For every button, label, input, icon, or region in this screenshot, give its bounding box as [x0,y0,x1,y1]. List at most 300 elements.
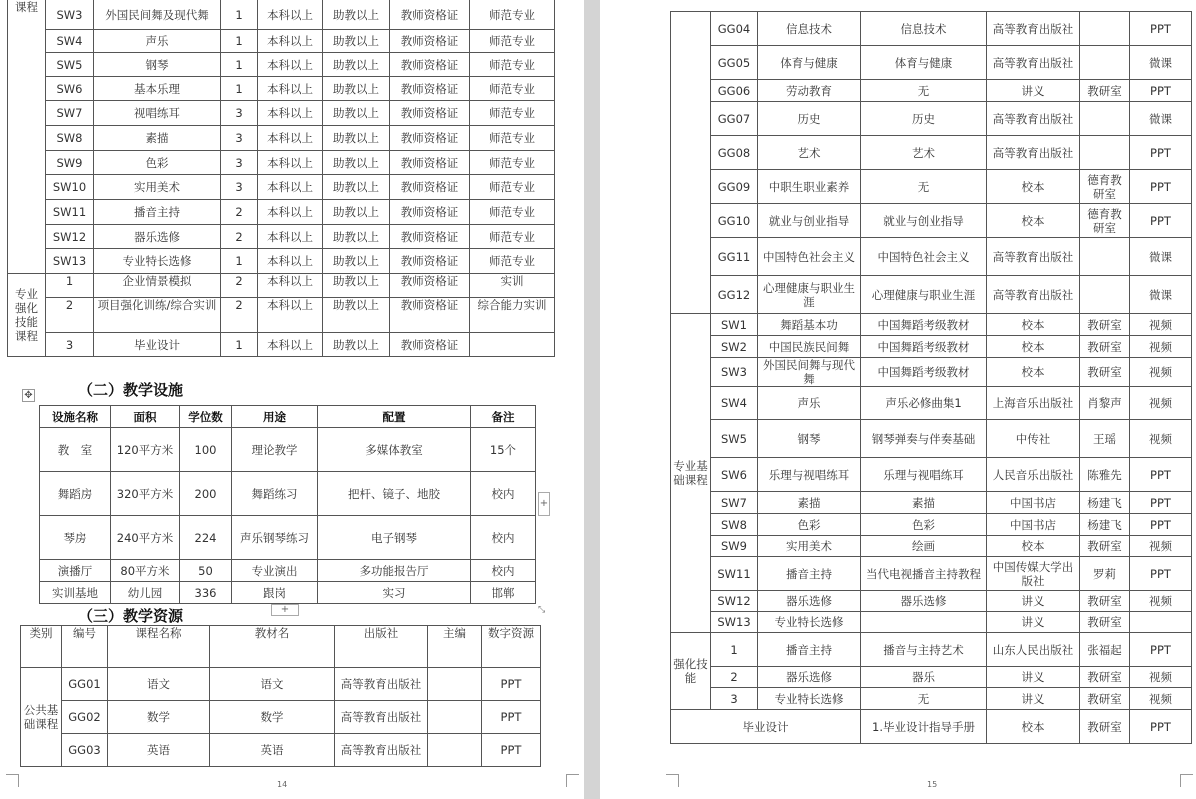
column-header: 数字资源 [482,626,541,668]
table-row [8,298,555,333]
cell-cert: 教师资格证 [390,298,470,333]
table-cell: 中国书店 [987,514,1080,536]
table-row [671,557,1192,591]
table-row [671,80,1192,102]
table-cell: 专业演出 [232,560,318,582]
cell-cert: 教师资格证 [390,225,470,249]
table-cell: 教研室 [1080,358,1130,387]
cell-major [470,333,555,357]
table-cell: GG08 [711,136,758,170]
table-row [40,472,536,516]
graduation-design-label: 毕业设计 [671,710,861,744]
table-resize-handle[interactable]: ⤡ [538,605,546,615]
table-cell: 高等教育出版社 [987,238,1080,276]
table-cell: 校本 [987,204,1080,238]
table-cell: 讲义 [987,612,1080,633]
table-cell [428,734,482,767]
table-cell: 224 [180,516,232,560]
table-cell: 1 [711,633,758,667]
cell-major: 师范专业 [470,200,555,225]
table-cell: 陈雅先 [1080,458,1130,492]
table-cell: 教研室 [1080,667,1130,688]
table-cell: 中国书店 [987,492,1080,514]
cell-major: 师范专业 [470,0,555,30]
table-cell [1080,238,1130,276]
cell-count: 1 [221,53,258,77]
teaching-resources-table [20,625,541,767]
table-cell: 校本 [987,314,1080,336]
table-cell: 声乐钢琴练习 [232,516,318,560]
cell-edu: 本科以上 [258,225,323,249]
table-cell: 语文 [108,668,210,701]
table-cell: 心理健康与职业生涯 [758,276,861,314]
column-header: 用途 [232,406,318,428]
table-cell: 实习 [318,582,471,604]
table-cell: SW4 [711,387,758,420]
cell-title: 助教以上 [323,274,390,298]
crop-mark [6,774,19,787]
crop-mark [566,774,579,787]
table-cell: 中传社 [987,420,1080,458]
crop-mark [666,774,679,787]
cell-count: 3 [221,151,258,175]
add-column-button[interactable]: + [538,492,550,516]
table-cell: 高等教育出版社 [987,102,1080,136]
cell-code: 2 [46,298,94,333]
table-cell: SW13 [711,612,758,633]
category-cell: 专业基础课程 [671,314,711,633]
table-row [671,710,1192,744]
table-cell [1080,136,1130,170]
section-heading-resources: （三）教学资源 [78,607,184,625]
table-row [40,560,536,582]
table-row [671,492,1192,514]
table-cell: 跟岗 [232,582,318,604]
table-cell: 视频 [1130,336,1192,358]
table-cell: 多功能报告厅 [318,560,471,582]
table-cell: 320平方米 [111,472,180,516]
table-row [8,53,555,77]
section-heading-facilities: （二）教学设施 [78,381,184,399]
table-cell: 数学 [210,701,335,734]
table-row [671,204,1192,238]
table-cell [1130,612,1192,633]
table-cell [1080,102,1130,136]
cell-major: 师范专业 [470,101,555,126]
table-cell: 播音与主持艺术 [861,633,987,667]
cell-code: SW9 [46,151,94,175]
table-cell: 英语 [108,734,210,767]
cell-major: 师范专业 [470,77,555,101]
table-cell: 色彩 [758,514,861,536]
table-cell: 乐理与视唱练耳 [861,458,987,492]
cell-edu: 本科以上 [258,298,323,333]
table-row [671,633,1192,667]
table-cell: 100 [180,428,232,472]
table-cell: 罗莉 [1080,557,1130,591]
table-cell [428,668,482,701]
table-cell: 实训基地 [40,582,111,604]
table-cell: 劳动教育 [758,80,861,102]
table-cell: 高等教育出版社 [335,701,428,734]
cell-count: 2 [221,274,258,298]
table-cell: 校内 [471,472,536,516]
cell-count: 3 [221,101,258,126]
table-cell: 讲义 [987,80,1080,102]
table-cell: 50 [180,560,232,582]
table-cell: 心理健康与职业生涯 [861,276,987,314]
cell-count: 1 [221,249,258,274]
cell-count: 1 [221,77,258,101]
table-row [8,101,555,126]
table-cell: 体育与健康 [758,46,861,80]
table-cell: 器乐选修 [758,591,861,612]
cell-cert: 教师资格证 [390,101,470,126]
table-cell: PPT [1130,633,1192,667]
facilities-table [39,405,536,604]
table-row [671,136,1192,170]
page-gutter [584,0,600,799]
table-row [671,514,1192,536]
table-row [671,170,1192,204]
table-cell: SW6 [711,458,758,492]
cell-name: 播音主持 [94,200,221,225]
table-row [671,387,1192,420]
table-cell: 张福起 [1080,633,1130,667]
cell-cert: 教师资格证 [390,53,470,77]
cell-count: 3 [221,126,258,151]
table-cell [428,701,482,734]
table-cell: 艺术 [861,136,987,170]
add-row-button[interactable]: + [271,604,299,616]
table-cell: 视频 [1130,420,1192,458]
table-cell: 教研室 [1080,314,1130,336]
cell-title: 助教以上 [323,53,390,77]
table-row [671,358,1192,387]
table-cell: 1.毕业设计指导手册 [861,710,987,744]
table-cell: 中国特色社会主义 [861,238,987,276]
table-row [8,0,555,30]
table-cell: 器乐 [861,667,987,688]
table-row [671,238,1192,276]
cell-count: 2 [221,200,258,225]
column-header: 设施名称 [40,406,111,428]
table-cell: 体育与健康 [861,46,987,80]
cell-major: 师范专业 [470,151,555,175]
teacher-requirements-table [7,0,555,357]
table-cell: 高等教育出版社 [987,12,1080,46]
table-cell: 微课 [1130,276,1192,314]
cell-title: 助教以上 [323,77,390,101]
table-cell: 校内 [471,560,536,582]
table-cell: 乐理与视唱练耳 [758,458,861,492]
cell-major: 师范专业 [470,126,555,151]
cell-edu: 本科以上 [258,126,323,151]
category-cell: 强化技能 [671,633,711,710]
cell-cert: 教师资格证 [390,77,470,101]
table-row [671,276,1192,314]
table-cell: 教研室 [1080,80,1130,102]
table-row [21,668,541,701]
cell-count: 3 [221,175,258,200]
cell-name: 外国民间舞及现代舞 [94,0,221,30]
table-row [40,516,536,560]
table-cell: 绘画 [861,536,987,557]
table-row [671,314,1192,336]
table-cell: PPT [1130,492,1192,514]
table-cell: 舞蹈房 [40,472,111,516]
table-row [671,591,1192,612]
table-cell: 山东人民出版社 [987,633,1080,667]
table-cell: 教研室 [1080,336,1130,358]
category-cell: 公共基础课程 [21,668,62,767]
table-row [40,582,536,604]
column-header: 出版社 [335,626,428,668]
table-cell: 高等教育出版社 [987,46,1080,80]
table-cell: 中国传媒大学出版社 [987,557,1080,591]
table-cell: 艺术 [758,136,861,170]
cell-edu: 本科以上 [258,249,323,274]
cell-code: SW11 [46,200,94,225]
column-header: 教材名 [210,626,335,668]
table-cell: 15个 [471,428,536,472]
cell-count: 1 [221,30,258,53]
table-cell: 视频 [1130,667,1192,688]
table-cell: GG11 [711,238,758,276]
table-cell: 琴房 [40,516,111,560]
cell-major: 师范专业 [470,175,555,200]
cell-title: 助教以上 [323,298,390,333]
table-cell: GG02 [62,701,108,734]
table-cell: 钢琴弹奏与伴奏基础 [861,420,987,458]
table-row [8,30,555,53]
cell-major: 师范专业 [470,249,555,274]
cell-code: 3 [46,333,94,357]
table-cell: 视频 [1130,358,1192,387]
table-row [671,536,1192,557]
table-cell: 教研室 [1080,688,1130,710]
table-cell: 肖黎声 [1080,387,1130,420]
table-cell: GG05 [711,46,758,80]
table-row [671,612,1192,633]
cell-count: 2 [221,225,258,249]
table-cell: PPT [1130,170,1192,204]
cell-edu: 本科以上 [258,101,323,126]
table-cell: 数学 [108,701,210,734]
cell-count: 2 [221,298,258,333]
table-cell: 色彩 [861,514,987,536]
cell-cert: 教师资格证 [390,126,470,151]
document-page-left [0,0,584,799]
cell-title: 助教以上 [323,200,390,225]
table-cell: 微课 [1130,238,1192,276]
table-cell: 德育教研室 [1080,170,1130,204]
table-row [8,333,555,357]
table-cell: 声乐 [758,387,861,420]
table-row [8,274,555,298]
table-cell: GG09 [711,170,758,204]
table-cell: SW5 [711,420,758,458]
table-cell: PPT [1130,557,1192,591]
table-cell: 历史 [758,102,861,136]
cell-edu: 本科以上 [258,274,323,298]
table-cell: 素描 [861,492,987,514]
table-cell: 校内 [471,516,536,560]
table-cell: 中国舞蹈考级教材 [861,358,987,387]
table-cell: PPT [1130,12,1192,46]
cell-title: 助教以上 [323,333,390,357]
column-header: 主编 [428,626,482,668]
cell-code: SW8 [46,126,94,151]
cell-count: 1 [221,333,258,357]
table-move-handle[interactable]: ✥ [22,389,35,402]
cell-code: 1 [46,274,94,298]
table-cell: 当代电视播音主持教程 [861,557,987,591]
cell-title: 助教以上 [323,0,390,30]
cell-edu: 本科以上 [258,77,323,101]
table-cell: 80平方米 [111,560,180,582]
table-row [8,77,555,101]
cell-cert: 教师资格证 [390,274,470,298]
column-header: 学位数 [180,406,232,428]
table-cell: 多媒体教室 [318,428,471,472]
table-cell: 中国特色社会主义 [758,238,861,276]
table-cell: SW2 [711,336,758,358]
table-cell: 器乐选修 [758,667,861,688]
table-cell: 教研室 [1080,612,1130,633]
table-cell: 中职生职业素养 [758,170,861,204]
table-cell: GG04 [711,12,758,46]
column-header: 面积 [111,406,180,428]
table-cell: PPT [1130,204,1192,238]
cell-title: 助教以上 [323,126,390,151]
cell-edu: 本科以上 [258,30,323,53]
table-cell: 2 [711,667,758,688]
cell-name: 毕业设计 [94,333,221,357]
table-cell: 240平方米 [111,516,180,560]
table-row [671,420,1192,458]
column-header: 配置 [318,406,471,428]
table-cell: 讲义 [987,688,1080,710]
teaching-resources-table-continued [670,11,1192,744]
table-cell: 视频 [1130,536,1192,557]
table-row [8,225,555,249]
table-cell: 上海音乐出版社 [987,387,1080,420]
cell-code: SW3 [46,0,94,30]
table-cell [1080,276,1130,314]
table-cell: SW9 [711,536,758,557]
table-cell: 就业与创业指导 [861,204,987,238]
table-row [671,667,1192,688]
table-cell: 就业与创业指导 [758,204,861,238]
cell-edu: 本科以上 [258,333,323,357]
table-cell: 杨建飞 [1080,514,1130,536]
table-row [21,734,541,767]
table-cell [1080,12,1130,46]
cell-edu: 本科以上 [258,151,323,175]
cell-major: 综合能力实训 [470,298,555,333]
cell-code: SW6 [46,77,94,101]
table-cell: 把杆、镜子、地胶 [318,472,471,516]
table-cell: 高等教育出版社 [987,136,1080,170]
table-cell: GG10 [711,204,758,238]
table-cell: 教研室 [1080,710,1130,744]
table-cell: 素描 [758,492,861,514]
table-cell: PPT [482,701,541,734]
cell-name: 视唱练耳 [94,101,221,126]
table-cell: 高等教育出版社 [335,668,428,701]
cell-cert: 教师资格证 [390,30,470,53]
cell-cert: 教师资格证 [390,200,470,225]
cell-count: 1 [221,0,258,30]
cell-major: 实训 [470,274,555,298]
category-cell [671,12,711,314]
cell-name: 色彩 [94,151,221,175]
table-cell: 外国民间舞与现代舞 [758,358,861,387]
table-cell: 高等教育出版社 [335,734,428,767]
table-cell: PPT [1130,458,1192,492]
cell-title: 助教以上 [323,225,390,249]
table-cell: 播音主持 [758,557,861,591]
table-row [671,102,1192,136]
page-number: 15 [927,780,938,789]
cell-cert: 教师资格证 [390,333,470,357]
table-cell: 舞蹈基本功 [758,314,861,336]
table-row [21,701,541,734]
crop-mark [1180,774,1193,787]
table-cell: SW7 [711,492,758,514]
table-cell: 邯郸 [471,582,536,604]
table-cell [1080,46,1130,80]
document-page-right [600,0,1196,799]
cell-name: 钢琴 [94,53,221,77]
column-header: 类别 [21,626,62,668]
table-cell: 信息技术 [758,12,861,46]
table-cell: 英语 [210,734,335,767]
table-cell: SW8 [711,514,758,536]
table-cell: GG06 [711,80,758,102]
table-cell: 播音主持 [758,633,861,667]
table-cell: 杨建飞 [1080,492,1130,514]
table-cell: SW3 [711,358,758,387]
table-cell: PPT [1130,136,1192,170]
table-row [671,336,1192,358]
table-cell: 专业特长选修 [758,612,861,633]
cell-title: 助教以上 [323,101,390,126]
table-cell: 无 [861,688,987,710]
cell-name: 项目强化训练/综合实训 [94,298,221,333]
table-cell: 200 [180,472,232,516]
page-number: 14 [277,780,288,789]
cell-code: SW4 [46,30,94,53]
table-cell: 无 [861,80,987,102]
category-cell: 专业强化技能课程 [8,274,46,357]
table-cell: 校本 [987,536,1080,557]
table-cell: PPT [1130,710,1192,744]
column-header: 备注 [471,406,536,428]
cell-name: 素描 [94,126,221,151]
table-cell: 声乐必修曲集1 [861,387,987,420]
table-cell: 视频 [1130,688,1192,710]
table-row [8,249,555,274]
table-cell: GG01 [62,668,108,701]
table-cell: 历史 [861,102,987,136]
cell-name: 声乐 [94,30,221,53]
table-cell: 视频 [1130,314,1192,336]
table-cell: 幼儿园 [111,582,180,604]
cell-name: 专业特长选修 [94,249,221,274]
table-cell: SW11 [711,557,758,591]
